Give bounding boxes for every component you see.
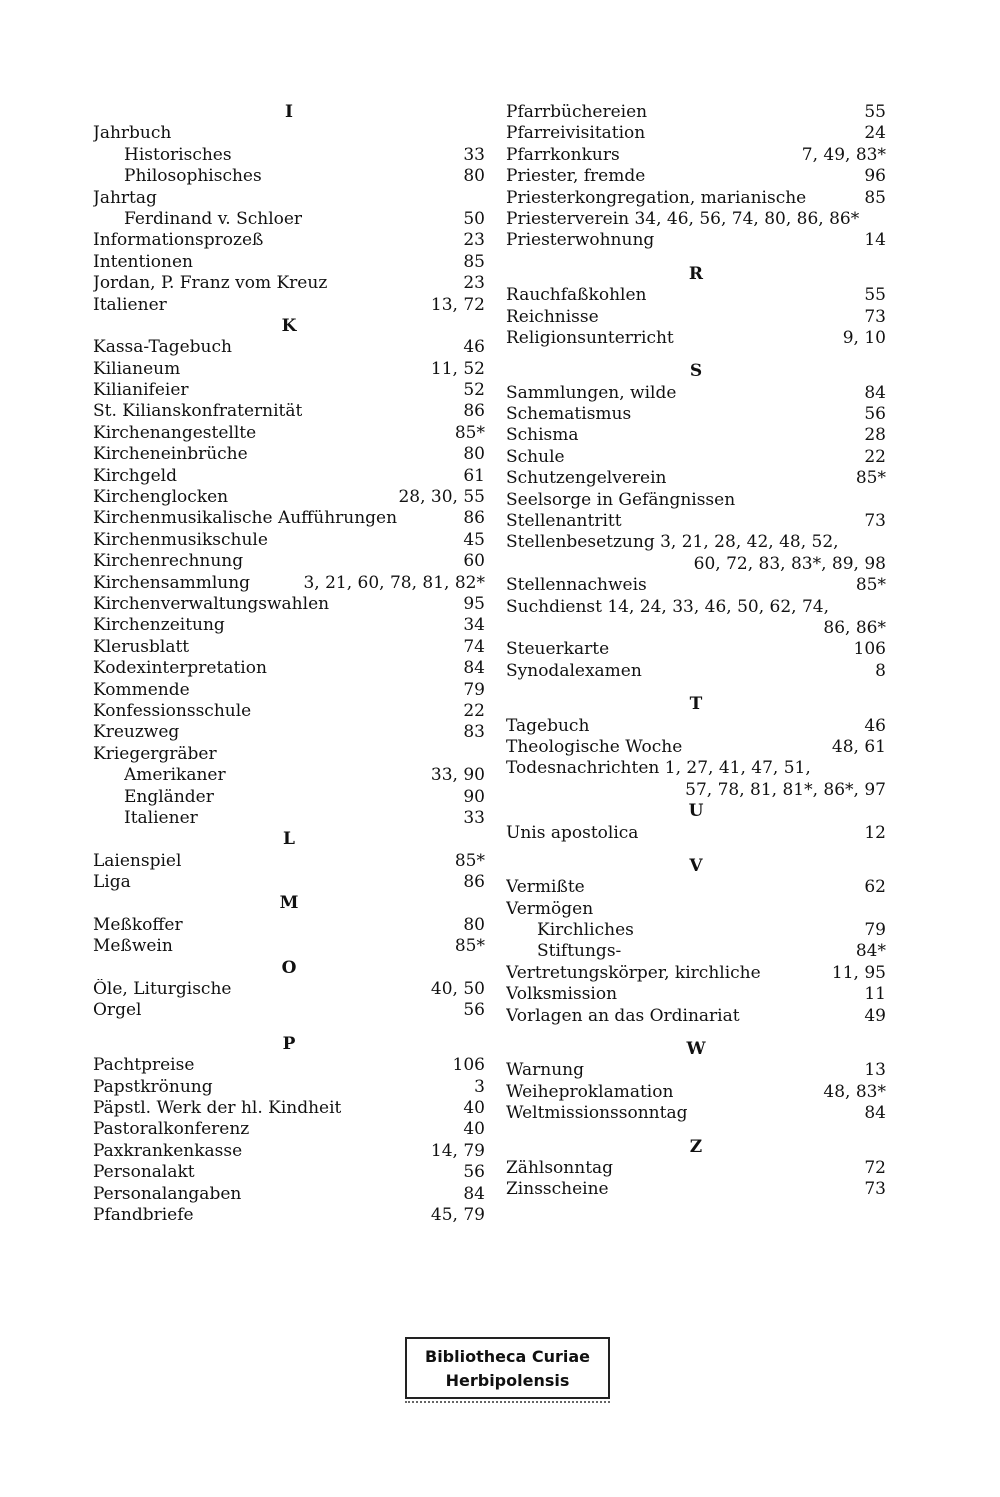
entry-pages: 28 bbox=[864, 425, 886, 446]
index-entry bbox=[506, 984, 886, 1005]
entry-term: Sammlungen, wilde bbox=[506, 382, 677, 403]
entry-term: Meßkoffer bbox=[93, 914, 183, 935]
entry-pages: 60, 72, 83, 83*, 89, 98 bbox=[693, 553, 886, 574]
entry-term: Reichnisse bbox=[506, 306, 599, 327]
index-entry bbox=[506, 468, 886, 489]
entry-pages: 95 bbox=[463, 593, 485, 614]
entry-pages: 34 bbox=[463, 615, 485, 636]
entry-term: Stiftungs- bbox=[537, 941, 622, 962]
entry-term: Ferdinand v. Schloer bbox=[124, 208, 303, 229]
entry-term: Historisches bbox=[124, 144, 232, 165]
index-entry bbox=[93, 1000, 485, 1021]
index-entry bbox=[93, 915, 485, 936]
entry-term: Kirchenzeitung bbox=[93, 615, 225, 636]
entry-term: Steuerkarte bbox=[506, 639, 610, 660]
index-entry bbox=[93, 1184, 485, 1205]
entry-term: Kirchenrechnung bbox=[93, 551, 244, 572]
entry-term: Unis apostolica bbox=[506, 822, 639, 843]
index-entry bbox=[506, 188, 886, 209]
index-entry bbox=[93, 573, 485, 594]
index-entry bbox=[506, 823, 886, 844]
index-entry bbox=[93, 851, 485, 872]
entry-term: Vermißte bbox=[506, 877, 585, 898]
entry-pages: 85* bbox=[855, 575, 886, 596]
entry-term: Priester, fremde bbox=[506, 166, 646, 187]
section-letter: P bbox=[282, 1033, 296, 1054]
index-subentry bbox=[93, 209, 485, 230]
entry-pages: 73 bbox=[864, 1179, 886, 1200]
entry-term: Papstkrönung bbox=[93, 1076, 213, 1097]
index-entry bbox=[93, 359, 485, 380]
entry-pages: 80 bbox=[463, 914, 485, 935]
entry-pages: 14, 79 bbox=[430, 1140, 485, 1161]
index-entry bbox=[93, 722, 485, 743]
index-entry bbox=[93, 979, 485, 1000]
index-entry bbox=[506, 490, 886, 511]
index-entry bbox=[506, 737, 886, 758]
entry-pages: 23 bbox=[463, 273, 485, 294]
entry-pages: 13 bbox=[864, 1060, 886, 1081]
entry-term: St. Kilianskonfraternität bbox=[93, 401, 303, 422]
index-entry bbox=[506, 209, 886, 230]
index-subentry bbox=[93, 166, 485, 187]
entry-pages: 56 bbox=[463, 1000, 485, 1021]
entry-term: Italiener bbox=[93, 294, 167, 315]
entry-term: Kilianeum bbox=[93, 358, 181, 379]
index-entry bbox=[506, 102, 886, 123]
entry-pages: 24 bbox=[864, 123, 886, 144]
entry-pages: 79 bbox=[864, 920, 886, 941]
entry-pages: 84 bbox=[463, 1183, 485, 1204]
index-entry bbox=[93, 1098, 485, 1119]
section-letter: T bbox=[689, 694, 703, 715]
entry-term: Kirchliches bbox=[537, 920, 634, 941]
entry-pages: 33 bbox=[463, 144, 485, 165]
entry-term: Kreuzweg bbox=[93, 722, 180, 743]
entry-term: Kriegergräber bbox=[93, 743, 217, 764]
spacer bbox=[93, 1022, 485, 1034]
index-entry bbox=[93, 594, 485, 615]
section-letter: O bbox=[281, 957, 297, 978]
entry-term: Intentionen bbox=[93, 251, 193, 272]
entry-pages: 86 bbox=[463, 872, 485, 893]
index-entry bbox=[506, 1158, 886, 1179]
index-entry bbox=[93, 444, 485, 465]
entry-pages: 80 bbox=[463, 444, 485, 465]
entry-term: Kirchenverwaltungswahlen bbox=[93, 593, 330, 614]
entry-pages: 84 bbox=[864, 382, 886, 403]
entry-term: Kirchenmusikalische Aufführungen bbox=[93, 508, 398, 529]
entry-term: Meßwein bbox=[93, 936, 173, 957]
index-entry bbox=[506, 425, 886, 446]
entry-pages: 13, 72 bbox=[430, 294, 485, 315]
entry-pages: 40, 50 bbox=[430, 979, 485, 1000]
index-entry bbox=[506, 230, 886, 251]
entry-pages: 106 bbox=[853, 639, 886, 660]
entry-term: Jahrbuch bbox=[93, 123, 172, 144]
entry-term: Rauchfaßkohlen bbox=[506, 285, 647, 306]
section-letter: K bbox=[281, 315, 297, 336]
entry-pages: 74 bbox=[463, 636, 485, 657]
index-entry bbox=[506, 899, 886, 920]
entry-term: Schule bbox=[506, 446, 565, 467]
entry-term: Philosophisches bbox=[124, 166, 262, 187]
entry-pages: 45 bbox=[463, 529, 485, 550]
entry-term: Priesterverein 34, 46, 56, 74, 80, 86, 86* bbox=[506, 208, 860, 229]
index-entry bbox=[93, 466, 485, 487]
index-entry bbox=[93, 701, 485, 722]
entry-pages: 46 bbox=[463, 337, 485, 358]
entry-term: Vorlagen an das Ordinariat bbox=[506, 1005, 740, 1026]
index-entry bbox=[93, 1077, 485, 1098]
index-entry bbox=[93, 230, 485, 251]
entry-term: Informationsprozeß bbox=[93, 230, 264, 251]
entry-term: Todesnachrichten 1, 27, 41, 47, 51, bbox=[506, 758, 811, 779]
index-entry bbox=[506, 404, 886, 425]
entry-term: Kirchenglocken bbox=[93, 487, 229, 508]
entry-pages: 3, 21, 60, 78, 81, 82* bbox=[303, 572, 485, 593]
entry-term: Stellenantritt bbox=[506, 511, 622, 532]
entry-term: Klerusblatt bbox=[93, 636, 190, 657]
entry-term: Amerikaner bbox=[124, 765, 226, 786]
entry-term: Jordan, P. Franz vom Kreuz bbox=[93, 273, 328, 294]
entry-pages: 84 bbox=[463, 658, 485, 679]
entry-pages: 86, 86* bbox=[823, 617, 886, 638]
index-entry bbox=[93, 337, 485, 358]
entry-pages: 28, 30, 55 bbox=[398, 487, 485, 508]
index-entry bbox=[93, 380, 485, 401]
index-entry bbox=[506, 307, 886, 328]
entry-pages: 46 bbox=[864, 715, 886, 736]
entry-pages: 85 bbox=[864, 187, 886, 208]
index-entry bbox=[93, 1162, 485, 1183]
stamp-line-1: Bibliotheca Curiae bbox=[425, 1347, 590, 1366]
section-letter: M bbox=[279, 893, 299, 914]
spacer bbox=[506, 1125, 886, 1137]
section-letter: Z bbox=[689, 1136, 703, 1157]
index-entry bbox=[93, 551, 485, 572]
index-entry bbox=[93, 744, 485, 765]
entry-pages: 22 bbox=[463, 700, 485, 721]
entry-term: Priesterwohnung bbox=[506, 230, 655, 251]
entry-term: Suchdienst 14, 24, 33, 46, 50, 62, 74, bbox=[506, 596, 830, 617]
index-entry bbox=[506, 963, 886, 984]
entry-term: Paxkrankenkasse bbox=[93, 1140, 243, 1161]
entry-term: Weiheproklamation bbox=[506, 1081, 674, 1102]
index-column-left bbox=[93, 102, 485, 1226]
entry-pages: 73 bbox=[864, 511, 886, 532]
index-entry bbox=[506, 758, 886, 779]
entry-pages: 3 bbox=[474, 1076, 485, 1097]
index-entry bbox=[93, 295, 485, 316]
entry-term: Kodexinterpretation bbox=[93, 658, 267, 679]
index-entry bbox=[93, 273, 485, 294]
index-entry bbox=[93, 1119, 485, 1140]
entry-term: Italiener bbox=[124, 807, 198, 828]
entry-pages: 22 bbox=[864, 446, 886, 467]
entry-term: Kommende bbox=[93, 679, 190, 700]
entry-pages: 84 bbox=[864, 1103, 886, 1124]
index-entry bbox=[506, 575, 886, 596]
entry-term: Pfarreivisitation bbox=[506, 123, 646, 144]
entry-pages: 56 bbox=[864, 404, 886, 425]
entry-term: Stellennachweis bbox=[506, 575, 647, 596]
index-entry bbox=[93, 423, 485, 444]
section-letter: L bbox=[283, 829, 295, 850]
entry-term: Jahrtag bbox=[93, 187, 157, 208]
entry-pages: 9, 10 bbox=[842, 327, 886, 348]
entry-pages: 50 bbox=[463, 208, 485, 229]
spacer bbox=[506, 349, 886, 361]
entry-pages: 14 bbox=[864, 230, 886, 251]
entry-pages: 79 bbox=[463, 679, 485, 700]
entry-pages: 62 bbox=[864, 877, 886, 898]
entry-term: Priesterkongregation, marianische bbox=[506, 187, 807, 208]
index-entry bbox=[506, 1179, 886, 1200]
spacer bbox=[506, 844, 886, 856]
entry-pages: 45, 79 bbox=[430, 1204, 485, 1225]
entry-pages: 60 bbox=[463, 551, 485, 572]
entry-term: Kirchensammlung bbox=[93, 572, 251, 593]
entry-term: Kirchenangestellte bbox=[93, 422, 257, 443]
entry-term: Päpstl. Werk der hl. Kindheit bbox=[93, 1097, 342, 1118]
index-subentry bbox=[506, 920, 886, 941]
entry-pages: 11, 52 bbox=[430, 358, 485, 379]
index-entry bbox=[93, 872, 485, 893]
entry-pages: 11, 95 bbox=[831, 962, 886, 983]
entry-term: Religionsunterricht bbox=[506, 327, 674, 348]
entry-pages: 96 bbox=[864, 166, 886, 187]
index-subentry bbox=[506, 941, 886, 962]
entry-pages: 90 bbox=[463, 786, 485, 807]
entry-term: Synodalexamen bbox=[506, 660, 642, 681]
entry-term: Konfessionsschule bbox=[93, 700, 252, 721]
entry-pages: 40 bbox=[463, 1119, 485, 1140]
index-entry bbox=[93, 615, 485, 636]
entry-term: Kassa-Tagebuch bbox=[93, 337, 232, 358]
index-entry-continuation bbox=[506, 618, 886, 639]
entry-term: Kilianifeier bbox=[93, 380, 189, 401]
entry-pages: 86 bbox=[463, 508, 485, 529]
stamp-line-2: Herbipolensis bbox=[445, 1371, 570, 1390]
entry-term: Pastoralkonferenz bbox=[93, 1119, 250, 1140]
entry-term: Kircheneinbrüche bbox=[93, 444, 248, 465]
index-entry bbox=[506, 511, 886, 532]
entry-pages: 49 bbox=[864, 1005, 886, 1026]
entry-pages: 23 bbox=[463, 230, 485, 251]
index-subentry bbox=[93, 808, 485, 829]
entry-pages: 33, 90 bbox=[430, 765, 485, 786]
entry-term: Liga bbox=[93, 872, 131, 893]
index-entry bbox=[93, 487, 485, 508]
entry-term: Kirchenmusikschule bbox=[93, 529, 268, 550]
entry-pages: 48, 61 bbox=[831, 736, 886, 757]
entry-pages: 55 bbox=[864, 285, 886, 306]
index-entry bbox=[506, 716, 886, 737]
entry-pages: 40 bbox=[463, 1097, 485, 1118]
entry-pages: 11 bbox=[864, 984, 886, 1005]
entry-pages: 85* bbox=[454, 850, 485, 871]
spacer bbox=[506, 252, 886, 264]
entry-term: Schematismus bbox=[506, 404, 632, 425]
entry-term: Warnung bbox=[506, 1060, 584, 1081]
section-letter: R bbox=[688, 263, 704, 284]
index-entry bbox=[506, 383, 886, 404]
entry-term: Seelsorge in Gefängnissen bbox=[506, 489, 736, 510]
entry-term: Theologische Woche bbox=[506, 736, 683, 757]
entry-pages: 106 bbox=[452, 1055, 485, 1076]
entry-term: Vertretungskörper, kirchliche bbox=[506, 962, 761, 983]
entry-pages: 61 bbox=[463, 465, 485, 486]
entry-term: Pfarrkonkurs bbox=[506, 144, 620, 165]
entry-term: Vermögen bbox=[506, 898, 594, 919]
index-entry bbox=[93, 508, 485, 529]
entry-term: Engländer bbox=[124, 786, 214, 807]
entry-term: Pfarrbüchereien bbox=[506, 102, 648, 122]
spacer bbox=[506, 682, 886, 694]
entry-term: Schutzengelverein bbox=[506, 468, 667, 489]
entry-term: Weltmissionssonntag bbox=[506, 1103, 688, 1124]
index-entry bbox=[93, 936, 485, 957]
entry-term: Zählsonntag bbox=[506, 1157, 614, 1178]
index-entry bbox=[506, 1103, 886, 1124]
entry-term: Stellenbesetzung 3, 21, 28, 42, 48, 52, bbox=[506, 532, 839, 553]
entry-term: Personalakt bbox=[93, 1162, 195, 1183]
entry-pages: 84* bbox=[855, 941, 886, 962]
entry-pages: 48, 83* bbox=[823, 1081, 886, 1102]
index-column-right bbox=[506, 102, 886, 1201]
index-subentry bbox=[93, 787, 485, 808]
index-entry bbox=[93, 1205, 485, 1226]
entry-pages: 8 bbox=[875, 660, 886, 681]
index-entry bbox=[93, 188, 485, 209]
entry-pages: 52 bbox=[463, 380, 485, 401]
index-entry bbox=[93, 252, 485, 273]
index-entry bbox=[93, 401, 485, 422]
index-entry bbox=[93, 123, 485, 144]
index-entry bbox=[93, 637, 485, 658]
section-letter: I bbox=[285, 102, 293, 122]
index-entry bbox=[506, 661, 886, 682]
entry-term: Kirchgeld bbox=[93, 465, 177, 486]
entry-term: Schisma bbox=[506, 425, 579, 446]
index-entry bbox=[506, 639, 886, 660]
entry-pages: 85* bbox=[855, 468, 886, 489]
index-entry bbox=[93, 680, 485, 701]
entry-term: Pfandbriefe bbox=[93, 1204, 194, 1225]
entry-term: Tagebuch bbox=[506, 715, 590, 736]
index-entry bbox=[506, 877, 886, 898]
index-entry bbox=[93, 530, 485, 551]
index-entry bbox=[506, 597, 886, 618]
section-letter: S bbox=[689, 361, 703, 382]
entry-pages: 73 bbox=[864, 306, 886, 327]
entry-pages: 7, 49, 83* bbox=[801, 144, 886, 165]
spacer bbox=[506, 1027, 886, 1039]
entry-pages: 83 bbox=[463, 722, 485, 743]
index-entry bbox=[506, 1006, 886, 1027]
entry-pages: 72 bbox=[864, 1157, 886, 1178]
entry-pages: 85* bbox=[454, 936, 485, 957]
entry-pages: 57, 78, 81, 81*, 86*, 97 bbox=[685, 779, 886, 800]
index-subentry bbox=[93, 765, 485, 786]
entry-pages: 33 bbox=[463, 807, 485, 828]
index-entry bbox=[93, 658, 485, 679]
entry-pages: 56 bbox=[463, 1162, 485, 1183]
index-entry bbox=[506, 1060, 886, 1081]
index-entry bbox=[506, 123, 886, 144]
index-entry-continuation bbox=[506, 554, 886, 575]
index-entry bbox=[506, 1082, 886, 1103]
index-entry bbox=[506, 285, 886, 306]
index-entry bbox=[506, 447, 886, 468]
entry-pages: 80 bbox=[463, 166, 485, 187]
section-letter: V bbox=[689, 855, 703, 876]
entry-term: Volksmission bbox=[506, 984, 618, 1005]
section-letter: W bbox=[686, 1039, 706, 1060]
index-entry bbox=[506, 532, 886, 553]
library-stamp bbox=[405, 1337, 610, 1399]
entry-term: Zinsscheine bbox=[506, 1179, 609, 1200]
entry-term: Orgel bbox=[93, 1000, 142, 1021]
index-entry bbox=[93, 1055, 485, 1076]
section-letter: U bbox=[688, 801, 704, 822]
entry-pages: 85 bbox=[463, 251, 485, 272]
index-entry bbox=[506, 166, 886, 187]
index-entry bbox=[506, 328, 886, 349]
entry-pages: 85* bbox=[454, 422, 485, 443]
entry-pages: 55 bbox=[864, 102, 886, 122]
entry-term: Pachtpreise bbox=[93, 1055, 195, 1076]
index-entry bbox=[506, 145, 886, 166]
index-entry-continuation bbox=[506, 780, 886, 801]
index-entry bbox=[93, 1141, 485, 1162]
entry-pages: 12 bbox=[864, 822, 886, 843]
entry-term: Laienspiel bbox=[93, 850, 182, 871]
index-subentry bbox=[93, 145, 485, 166]
entry-pages: 86 bbox=[463, 401, 485, 422]
entry-term: Personalangaben bbox=[93, 1183, 242, 1204]
entry-term: Öle, Liturgische bbox=[93, 979, 232, 1000]
